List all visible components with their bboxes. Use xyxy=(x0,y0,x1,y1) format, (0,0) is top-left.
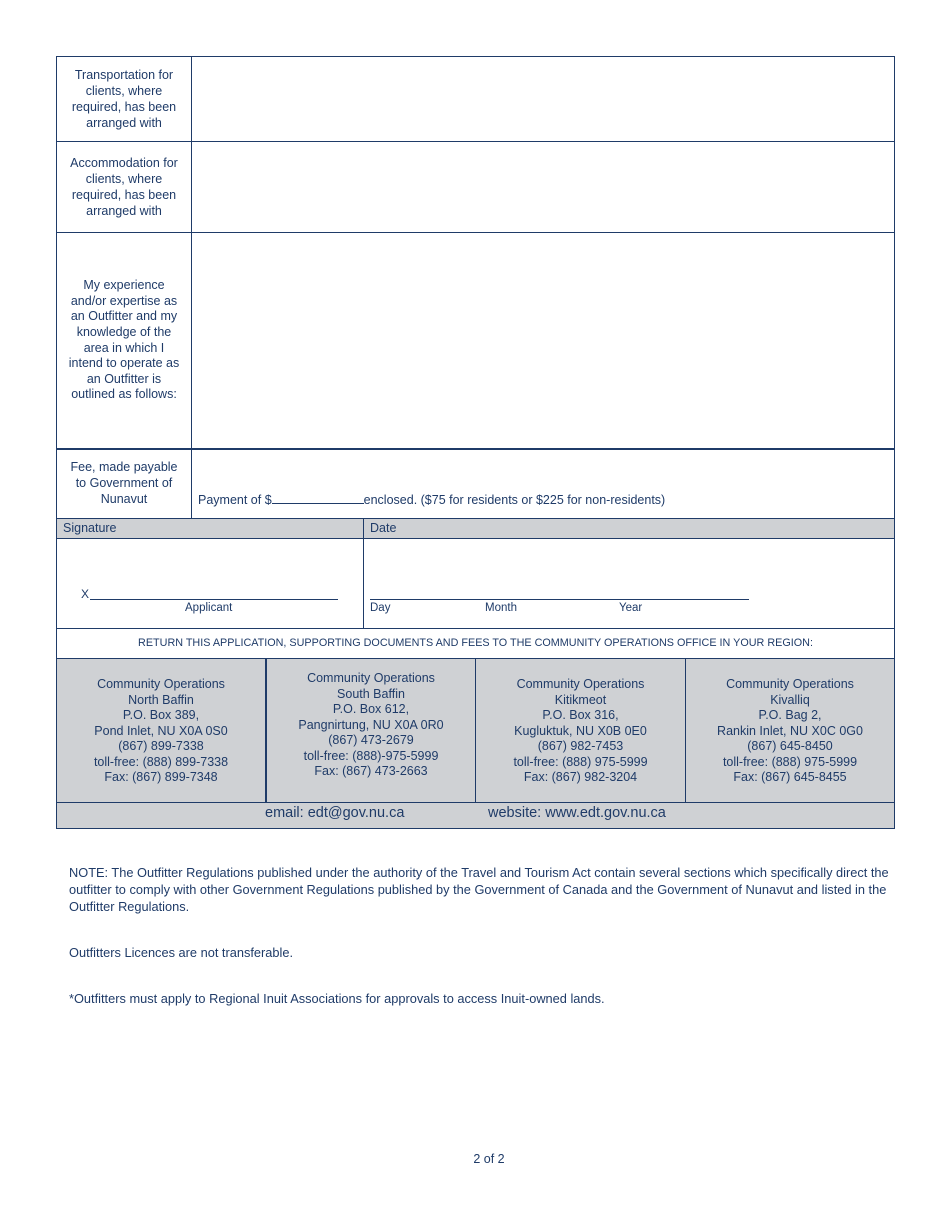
office-box: P.O. Box 316, xyxy=(542,708,619,723)
office-city: Kugluktuk, NU X0B 0E0 xyxy=(514,723,647,738)
office-fax: Fax: (867) 899-7348 xyxy=(104,770,218,785)
office-city: Pangnirtung, NU X0A 0R0 xyxy=(298,717,444,732)
payment-prefix: Payment of $ xyxy=(198,493,272,507)
transportation-field[interactable] xyxy=(192,57,894,141)
office-city: Pond Inlet, NU X0A 0S0 xyxy=(94,723,228,738)
office-phone: (867) 645-8450 xyxy=(747,739,833,754)
row-divider xyxy=(56,628,895,629)
office-title: Community Operations xyxy=(97,677,225,692)
office-title: Community Operations xyxy=(516,677,645,692)
page-number: 2 of 2 xyxy=(473,1152,505,1166)
day-label: Day xyxy=(370,602,391,614)
signature-line[interactable] xyxy=(90,599,338,600)
office-fax: Fax: (867) 473-2663 xyxy=(314,764,428,779)
row-divider xyxy=(56,538,895,539)
payment-suffix: enclosed. ($75 for residents or $225 for non-residents) xyxy=(363,493,666,507)
office-region: South Baffin xyxy=(337,686,405,701)
row-divider xyxy=(56,518,895,519)
column-divider xyxy=(363,518,364,629)
office-tollfree: toll-free: (888) 975-5999 xyxy=(722,754,858,769)
office-region: North Baffin xyxy=(128,692,194,707)
contact-email[interactable]: email: edt@gov.nu.ca xyxy=(265,805,405,821)
office-north-baffin xyxy=(57,659,265,802)
date-line[interactable] xyxy=(370,599,749,600)
contact-website[interactable]: website: www.edt.gov.nu.ca xyxy=(488,805,666,821)
applicant-label: Applicant xyxy=(185,602,233,614)
office-box: P.O. Bag 2, xyxy=(758,708,822,723)
return-instruction: RETURN THIS APPLICATION, SUPPORTING DOCUMENTS AND FEES TO THE COMMUNITY OPERATIONS OFFICE IN YOUR REGION: xyxy=(138,637,813,649)
signature-x-mark: X xyxy=(81,587,90,601)
transportation-label: Transportation for clients, where required, has been arranged with xyxy=(71,68,177,130)
office-region: Kivalliq xyxy=(770,692,810,707)
payment-line xyxy=(198,492,665,507)
office-phone: (867) 982-7453 xyxy=(537,739,624,754)
office-south-baffin xyxy=(267,659,475,802)
office-tollfree: toll-free: (888) 899-7338 xyxy=(93,754,229,769)
experience-label: My experience and/or expertise as an Outfitter and my knowledge of the area in which I intend to operate as an Outfitter is outlined as follows: xyxy=(68,278,180,402)
note-inuit-lands: *Outfitters must apply to Regional Inuit Associations for approvals to access Inuit-owned lands. xyxy=(69,991,605,1006)
month-label: Month xyxy=(485,602,517,614)
date-header: Date xyxy=(370,521,397,535)
office-kivalliq xyxy=(686,659,894,802)
accommodation-label: Accommodation for clients, where required, has been arranged with xyxy=(70,156,178,218)
payment-amount-field[interactable] xyxy=(272,492,364,504)
office-tollfree: toll-free: (888) 975-5999 xyxy=(513,754,648,769)
office-title: Community Operations xyxy=(726,677,854,692)
office-box: P.O. Box 612, xyxy=(332,702,410,717)
office-tollfree: toll-free: (888)-975-5999 xyxy=(303,748,439,763)
office-kitikmeot xyxy=(476,659,685,802)
office-fax: Fax: (867) 982-3204 xyxy=(523,770,638,785)
signature-header: Signature xyxy=(63,521,117,535)
fee-label: Fee, made payable to Government of Nunavut xyxy=(70,460,178,506)
office-box: P.O. Box 389, xyxy=(122,708,200,723)
accommodation-field[interactable] xyxy=(192,142,894,232)
office-phone: (867) 473-2679 xyxy=(328,733,414,748)
office-fax: Fax: (867) 645-8455 xyxy=(733,770,847,785)
year-label: Year xyxy=(619,602,643,614)
office-city: Rankin Inlet, NU X0C 0G0 xyxy=(717,723,863,738)
note-not-transferable: Outfitters Licences are not transferable. xyxy=(69,945,294,960)
note-regulations: NOTE: The Outfitter Regulations published under the authority of the Travel and Tourism Act contain several sections which specifically direct the outfitter to comply with other Government Regulations published by the Government of Canada and the Government of Nunavut and listed in the Outfitter Regulations. xyxy=(69,865,889,914)
experience-field[interactable] xyxy=(192,233,894,448)
office-phone: (867) 899-7338 xyxy=(118,739,204,754)
office-region: Kitikmeot xyxy=(554,692,607,707)
signature-date-header-bar xyxy=(57,519,894,538)
office-title: Community Operations xyxy=(307,671,435,686)
